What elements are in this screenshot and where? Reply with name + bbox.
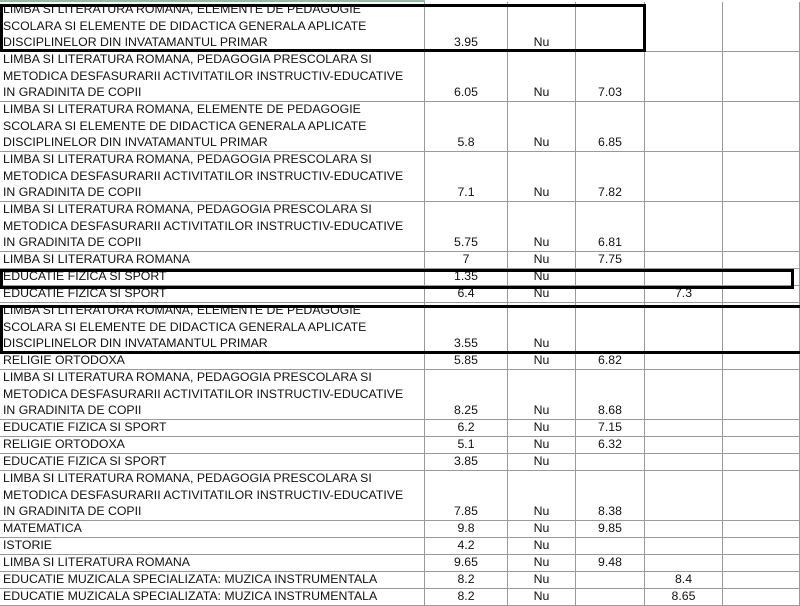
grade2-cell[interactable]: 6.32 — [576, 437, 645, 453]
subject-cell[interactable]: LIMBA SI LITERATURA ROMANA, ELEMENTE DE PEDAGOGIE SCOLARA SI ELEMENTE DE DIDACTICA GENERALA APLICATE DISCIPLINELOR DIN INVATAMANTUL PRIMAR — [0, 303, 425, 352]
empty-cell[interactable] — [723, 286, 800, 302]
empty-cell[interactable] — [723, 303, 800, 352]
flag-cell[interactable]: Nu — [508, 286, 576, 302]
subject-cell[interactable]: MATEMATICA — [0, 521, 425, 537]
table-row — [0, 152, 800, 202]
grade-cell[interactable]: 6.4 — [425, 286, 508, 302]
empty-cell[interactable] — [723, 437, 800, 453]
grade2-cell[interactable] — [576, 286, 645, 302]
grade-cell[interactable]: 1.35 — [425, 269, 508, 285]
grade3-cell[interactable]: 8.4 — [645, 572, 723, 588]
grade2-cell[interactable]: 7.15 — [576, 420, 645, 436]
grade3-cell[interactable]: 7.3 — [645, 286, 723, 302]
grade-cell[interactable]: 8.2 — [425, 572, 508, 588]
grade2-cell[interactable] — [576, 589, 645, 605]
grade3-cell[interactable] — [645, 152, 723, 201]
empty-cell[interactable] — [723, 521, 800, 537]
empty-cell[interactable] — [723, 202, 800, 251]
table-row — [0, 269, 800, 286]
flag-cell[interactable]: Nu — [508, 269, 576, 285]
grade-cell[interactable]: 6.05 — [425, 52, 508, 101]
empty-cell[interactable] — [723, 52, 800, 101]
grade3-cell[interactable] — [645, 202, 723, 251]
grade3-cell[interactable]: 8.65 — [645, 589, 723, 605]
flag-cell[interactable]: Nu — [508, 471, 576, 520]
grade-cell[interactable]: 3.85 — [425, 454, 508, 470]
table-row — [0, 437, 800, 454]
grade-cell[interactable]: 7.1 — [425, 152, 508, 201]
grade-cell[interactable]: 9.8 — [425, 521, 508, 537]
grade3-cell[interactable] — [645, 370, 723, 419]
flag-cell[interactable]: Nu — [508, 2, 576, 51]
flag-cell[interactable]: Nu — [508, 521, 576, 537]
subject-cell[interactable]: LIMBA SI LITERATURA ROMANA, PEDAGOGIA PRESCOLARA SI METODICA DESFASURARII ACTIVITATILOR INSTRUCTIV-EDUCATIVE IN GRADINITA DE COPII — [0, 471, 425, 520]
empty-cell[interactable] — [723, 572, 800, 588]
flag-cell[interactable]: Nu — [508, 52, 576, 101]
grade3-cell[interactable] — [645, 454, 723, 470]
grade2-cell[interactable] — [576, 454, 645, 470]
table-row — [0, 471, 800, 521]
table-row — [0, 102, 800, 152]
flag-cell[interactable]: Nu — [508, 437, 576, 453]
empty-cell[interactable] — [723, 589, 800, 605]
grade2-cell[interactable]: 8.38 — [576, 471, 645, 520]
grade3-cell[interactable] — [645, 303, 723, 352]
grade-cell[interactable]: 4.2 — [425, 538, 508, 554]
grade3-cell[interactable] — [645, 52, 723, 101]
grade2-cell[interactable] — [576, 303, 645, 352]
grade2-cell[interactable]: 8.68 — [576, 370, 645, 419]
table-row — [0, 353, 800, 370]
spreadsheet-grid — [0, 2, 800, 606]
empty-cell[interactable] — [723, 555, 800, 571]
grade2-cell[interactable]: 7.82 — [576, 152, 645, 201]
subject-cell[interactable]: LIMBA SI LITERATURA ROMANA, PEDAGOGIA PRESCOLARA SI METODICA DESFASURARII ACTIVITATILOR INSTRUCTIV-EDUCATIVE IN GRADINITA DE COPII — [0, 370, 425, 419]
grade-cell[interactable]: 5.85 — [425, 353, 508, 369]
grade-cell[interactable]: 7.85 — [425, 471, 508, 520]
table-row — [0, 252, 800, 269]
grade2-cell[interactable]: 9.48 — [576, 555, 645, 571]
flag-cell[interactable]: Nu — [508, 303, 576, 352]
empty-cell[interactable] — [723, 353, 800, 369]
subject-cell[interactable]: LIMBA SI LITERATURA ROMANA, ELEMENTE DE PEDAGOGIE SCOLARA SI ELEMENTE DE DIDACTICA GENERALA APLICATE DISCIPLINELOR DIN INVATAMANTUL PRIMAR — [0, 2, 425, 51]
grade2-cell[interactable]: 7.75 — [576, 252, 645, 268]
empty-cell[interactable] — [723, 152, 800, 201]
flag-cell[interactable]: Nu — [508, 538, 576, 554]
grade2-cell[interactable] — [576, 2, 645, 51]
table-row — [0, 303, 800, 353]
flag-cell[interactable]: Nu — [508, 420, 576, 436]
flag-cell[interactable]: Nu — [508, 555, 576, 571]
subject-cell[interactable]: EDUCATIE FIZICA SI SPORT — [0, 454, 425, 470]
flag-cell[interactable]: Nu — [508, 202, 576, 251]
empty-cell[interactable] — [723, 370, 800, 419]
table-row — [0, 572, 800, 589]
table-row — [0, 589, 800, 606]
empty-cell[interactable] — [723, 2, 800, 51]
grade3-cell[interactable] — [645, 555, 723, 571]
table-row — [0, 420, 800, 437]
grade3-cell[interactable] — [645, 269, 723, 285]
subject-cell[interactable]: EDUCATIE FIZICA SI SPORT — [0, 286, 425, 302]
flag-cell[interactable]: Nu — [508, 353, 576, 369]
grade3-cell[interactable] — [645, 437, 723, 453]
empty-cell[interactable] — [723, 471, 800, 520]
grade-cell[interactable]: 3.55 — [425, 303, 508, 352]
table-row — [0, 555, 800, 572]
flag-cell[interactable]: Nu — [508, 252, 576, 268]
grade-cell[interactable]: 7 — [425, 252, 508, 268]
subject-cell[interactable]: LIMBA SI LITERATURA ROMANA, PEDAGOGIA PRESCOLARA SI METODICA DESFASURARII ACTIVITATILOR INSTRUCTIV-EDUCATIVE IN GRADINITA DE COPII — [0, 202, 425, 251]
subject-cell[interactable]: EDUCATIE FIZICA SI SPORT — [0, 420, 425, 436]
flag-cell[interactable]: Nu — [508, 370, 576, 419]
grade-cell[interactable]: 5.75 — [425, 202, 508, 251]
grade-cell[interactable]: 3.95 — [425, 2, 508, 51]
table-row — [0, 521, 800, 538]
grade2-cell[interactable] — [576, 572, 645, 588]
empty-cell[interactable] — [723, 454, 800, 470]
grade-cell[interactable]: 5.1 — [425, 437, 508, 453]
grade2-cell[interactable]: 6.82 — [576, 353, 645, 369]
grade3-cell[interactable] — [645, 353, 723, 369]
empty-cell[interactable] — [723, 252, 800, 268]
grade3-cell[interactable] — [645, 538, 723, 554]
grade3-cell[interactable] — [645, 252, 723, 268]
table-row — [0, 370, 800, 420]
subject-cell[interactable]: LIMBA SI LITERATURA ROMANA — [0, 555, 425, 571]
subject-cell[interactable]: LIMBA SI LITERATURA ROMANA, ELEMENTE DE PEDAGOGIE SCOLARA SI ELEMENTE DE DIDACTICA GENERALA APLICATE DISCIPLINELOR DIN INVATAMANTUL PRIMAR — [0, 102, 425, 151]
grade3-cell[interactable] — [645, 2, 723, 51]
subject-cell[interactable]: RELIGIE ORTODOXA — [0, 437, 425, 453]
flag-cell[interactable]: Nu — [508, 102, 576, 151]
table-row — [0, 286, 800, 303]
subject-cell[interactable]: LIMBA SI LITERATURA ROMANA, PEDAGOGIA PRESCOLARA SI METODICA DESFASURARII ACTIVITATILOR INSTRUCTIV-EDUCATIVE IN GRADINITA DE COPII — [0, 52, 425, 101]
grade2-cell[interactable]: 9.85 — [576, 521, 645, 537]
grade2-cell[interactable] — [576, 538, 645, 554]
grade2-cell[interactable] — [576, 269, 645, 285]
flag-cell[interactable]: Nu — [508, 152, 576, 201]
subject-cell[interactable]: EDUCATIE MUZICALA SPECIALIZATA: MUZICA INSTRUMENTALA — [0, 572, 425, 588]
empty-cell[interactable] — [723, 102, 800, 151]
subject-cell[interactable]: ISTORIE — [0, 538, 425, 554]
grade2-cell[interactable]: 6.81 — [576, 202, 645, 251]
subject-cell[interactable]: RELIGIE ORTODOXA — [0, 353, 425, 369]
grade-cell[interactable]: 6.2 — [425, 420, 508, 436]
table-row — [0, 2, 800, 52]
table-row — [0, 202, 800, 252]
grade3-cell[interactable] — [645, 102, 723, 151]
subject-cell[interactable]: EDUCATIE FIZICA SI SPORT — [0, 269, 425, 285]
grade3-cell[interactable] — [645, 521, 723, 537]
flag-cell[interactable]: Nu — [508, 454, 576, 470]
grade-cell[interactable]: 8.25 — [425, 370, 508, 419]
table-row — [0, 538, 800, 555]
table-row — [0, 454, 800, 471]
grade3-cell[interactable] — [645, 471, 723, 520]
grade2-cell[interactable]: 6.85 — [576, 102, 645, 151]
grade-cell[interactable]: 5.8 — [425, 102, 508, 151]
flag-cell[interactable]: Nu — [508, 589, 576, 605]
empty-cell[interactable] — [723, 420, 800, 436]
subject-cell[interactable]: LIMBA SI LITERATURA ROMANA — [0, 252, 425, 268]
subject-cell[interactable]: LIMBA SI LITERATURA ROMANA, PEDAGOGIA PRESCOLARA SI METODICA DESFASURARII ACTIVITATILOR INSTRUCTIV-EDUCATIVE IN GRADINITA DE COPII — [0, 152, 425, 201]
subject-cell[interactable]: EDUCATIE MUZICALA SPECIALIZATA: MUZICA INSTRUMENTALA — [0, 589, 425, 605]
grade-cell[interactable]: 9.65 — [425, 555, 508, 571]
grade3-cell[interactable] — [645, 420, 723, 436]
table-row — [0, 52, 800, 102]
grade2-cell[interactable]: 7.03 — [576, 52, 645, 101]
flag-cell[interactable]: Nu — [508, 572, 576, 588]
empty-cell[interactable] — [723, 538, 800, 554]
grade-cell[interactable]: 8.2 — [425, 589, 508, 605]
empty-cell[interactable] — [723, 269, 800, 285]
